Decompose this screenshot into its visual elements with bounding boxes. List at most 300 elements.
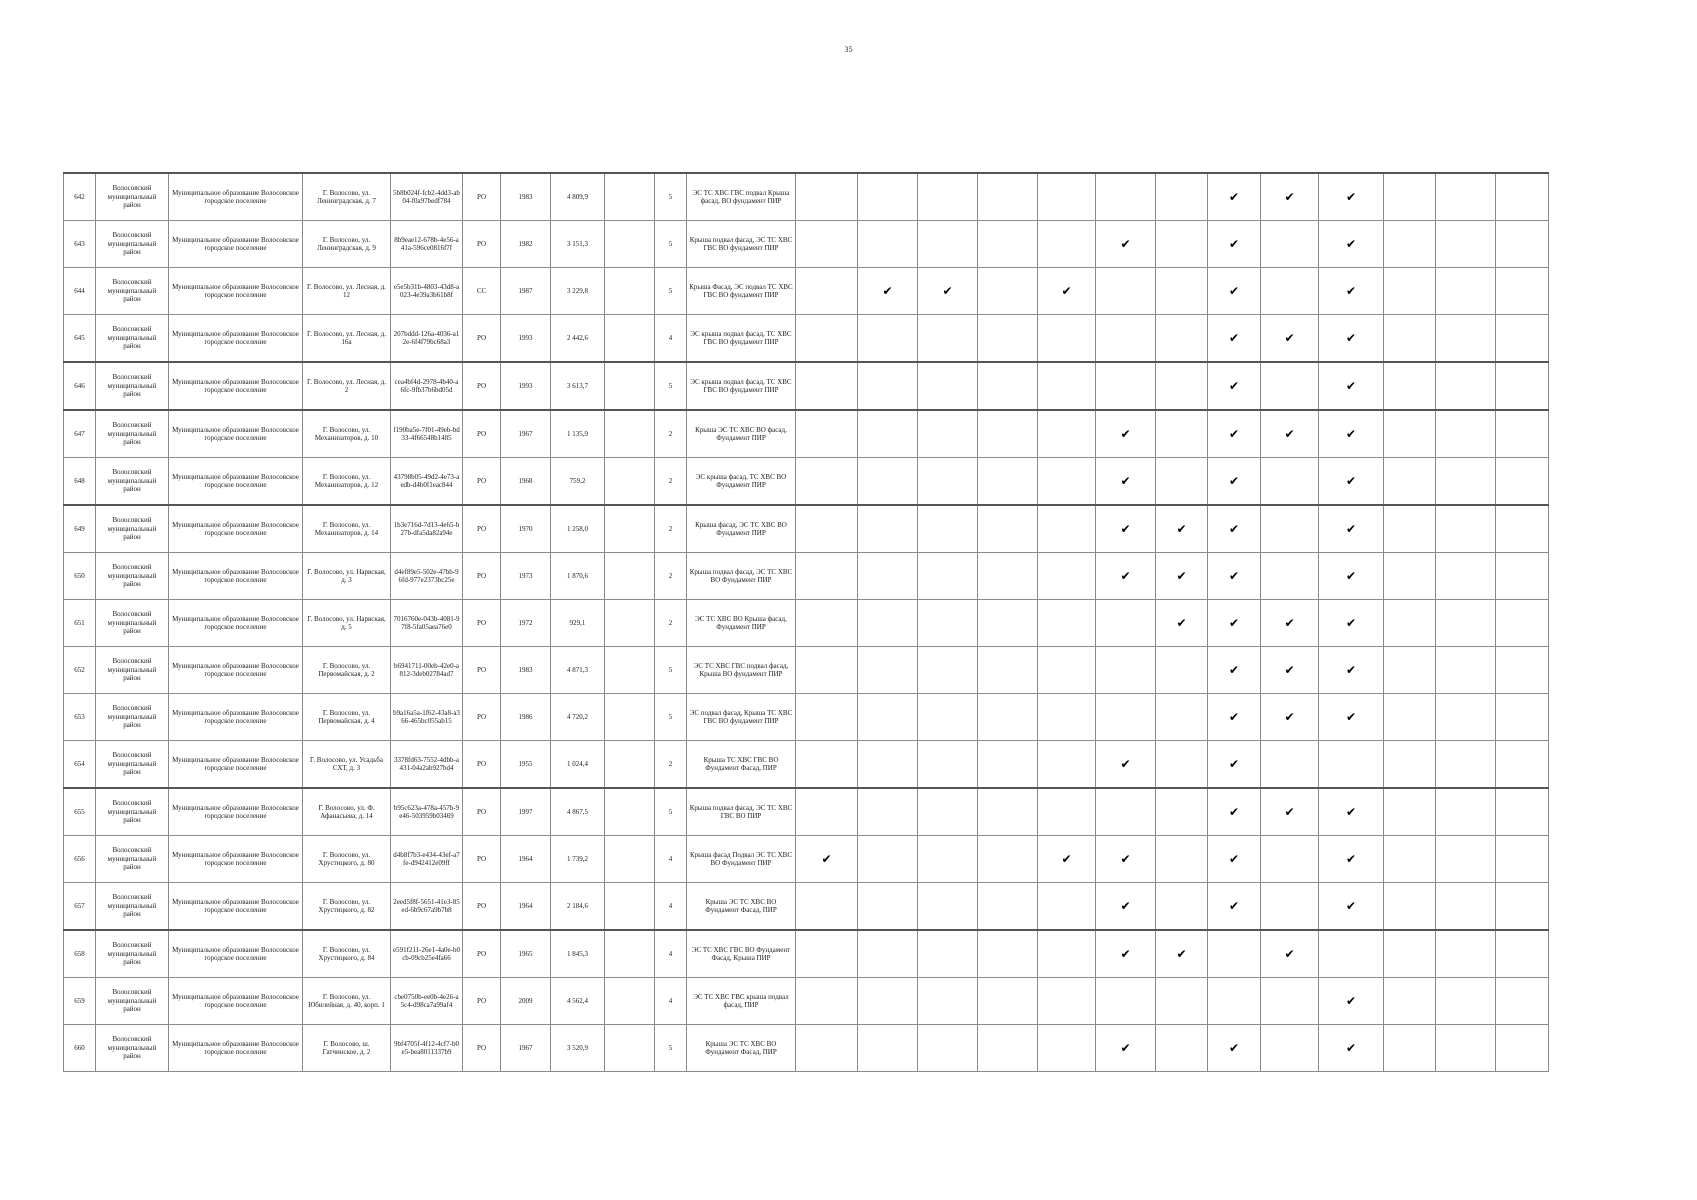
check-cell [1319,741,1384,789]
municipality-cell: Муниципальное образование Волосовское городское поселение [169,173,303,221]
checkmark-icon: ✔ [1345,283,1357,298]
check-cell [1156,221,1208,268]
check-cell [1384,505,1436,553]
type-cell: РО [463,694,501,741]
check-cell [796,458,858,506]
check-cell [1096,1025,1156,1072]
check-cell [1208,978,1261,1025]
check-cell [1261,221,1319,268]
check-cell [1384,978,1436,1025]
works-cell: ЭС ТС ХВС ГВС крыша подвал фасад, ПИР [687,978,796,1025]
check-cell [796,362,858,410]
check-cell [1038,978,1096,1025]
check-cell [858,458,918,506]
area-cell: 3 229,8 [551,268,605,315]
year-cell: 1983 [501,173,551,221]
check-cell [918,978,978,1025]
municipality-cell: Муниципальное образование Волосовское городское поселение [169,362,303,410]
works-cell: Крыша ТС ХВС ГВС ВО Фундамент Фасад, ПИР [687,741,796,789]
address-cell: Г. Волосово, ул. Механизаторов, д. 10 [303,410,391,458]
check-cell [1261,741,1319,789]
floors-cell: 2 [655,741,687,789]
table-row [64,553,1549,600]
type-cell: РО [463,221,501,268]
check-cell [1496,362,1549,410]
check-cell [1496,268,1549,315]
empty-cell [605,362,655,410]
municipality-cell: Муниципальное образование Волосовское городское поселение [169,600,303,647]
check-cell [1436,647,1496,694]
check-cell [1319,694,1384,741]
municipality-cell: Муниципальное образование Волосовское городское поселение [169,553,303,600]
address-cell: Г. Волосово, ул. Первомайская, д. 4 [303,694,391,741]
checkmark-icon: ✔ [1345,615,1357,630]
check-cell [1208,505,1261,553]
year-cell: 1968 [501,458,551,506]
check-cell [1384,836,1436,883]
check-cell [1436,410,1496,458]
floors-cell: 5 [655,268,687,315]
table-row [64,315,1549,363]
check-cell [796,315,858,363]
table-row [64,221,1549,268]
check-cell [1156,410,1208,458]
check-cell [1038,1025,1096,1072]
checkmark-icon: ✔ [942,283,953,298]
row-number: 651 [64,600,96,647]
house-code-cell: 3378fd63-7552-4dbb-a431-04a2ab927bd4 [391,741,463,789]
check-cell [1156,458,1208,506]
check-cell [1156,505,1208,553]
row-number: 657 [64,883,96,931]
check-cell [1208,836,1261,883]
registry-table-body [64,173,1549,1072]
floors-cell: 4 [655,930,687,978]
address-cell: Г. Волосово, ул. Нарвская, д. 3 [303,553,391,600]
table-row [64,173,1549,221]
check-cell [1208,173,1261,221]
check-cell [1436,978,1496,1025]
check-cell [858,836,918,883]
works-cell: ЭС ТС ХВС ГВС подвал фасад, Крыша ВО фундамент ПИР [687,647,796,694]
municipality-cell: Муниципальное образование Волосовское городское поселение [169,315,303,363]
check-cell [918,458,978,506]
checkmark-icon: ✔ [1345,330,1357,345]
floors-cell: 5 [655,788,687,836]
check-cell [1096,836,1156,883]
municipality-cell: Муниципальное образование Волосовское городское поселение [169,221,303,268]
check-cell [918,694,978,741]
check-cell [1319,883,1384,931]
checkmark-icon: ✔ [1228,378,1240,393]
house-code-cell: b6941711-00eb-42e0-a812-3deb02784ad7 [391,647,463,694]
check-cell [1208,788,1261,836]
check-cell [1156,978,1208,1025]
house-code-cell: 207bddd-126a-4036-a12e-6f4f79bc68a3 [391,315,463,363]
type-cell: РО [463,647,501,694]
check-cell [1096,883,1156,931]
check-cell [1436,505,1496,553]
district-cell: Волосовский муниципальный район [96,978,169,1025]
address-cell: Г. Волосово, ул. Юбилейная, д. 40, корп. 1 [303,978,391,1025]
checkmark-icon: ✔ [1228,1040,1240,1055]
checkmark-icon: ✔ [1176,521,1187,536]
check-cell [978,930,1038,978]
check-cell [1436,173,1496,221]
check-cell [1208,315,1261,363]
check-cell [1261,600,1319,647]
area-cell: 3 151,3 [551,221,605,268]
check-cell [1156,268,1208,315]
area-cell: 1 845,3 [551,930,605,978]
check-cell [978,458,1038,506]
address-cell: Г. Волосово, ул. Первомайская, д. 2 [303,647,391,694]
checkmark-icon: ✔ [1345,521,1357,536]
works-cell: Крыша подвал фасад, ЭС ТС ХВС ГВС ВО фундамент ПИР [687,221,796,268]
district-cell: Волосовский муниципальный район [96,930,169,978]
check-cell [796,694,858,741]
floors-cell: 2 [655,600,687,647]
floors-cell: 4 [655,978,687,1025]
empty-cell [605,173,655,221]
check-cell [1038,268,1096,315]
check-cell [796,741,858,789]
checkmark-icon: ✔ [1228,709,1240,724]
check-cell [1038,173,1096,221]
check-cell [1319,788,1384,836]
works-cell: ЭС ТС ХВС ГВС ВО Фундамент Фасад, Крыша ПИР [687,930,796,978]
check-cell [918,1025,978,1072]
check-cell [918,788,978,836]
check-cell [858,741,918,789]
area-cell: 2 184,6 [551,883,605,931]
check-cell [1496,1025,1549,1072]
check-cell [1038,553,1096,600]
check-cell [1038,362,1096,410]
municipality-cell: Муниципальное образование Волосовское городское поселение [169,694,303,741]
checkmark-icon: ✔ [1228,426,1240,441]
district-cell: Волосовский муниципальный район [96,836,169,883]
checkmark-icon: ✔ [1345,898,1357,913]
check-cell [1319,647,1384,694]
check-cell [858,268,918,315]
check-cell [1038,836,1096,883]
check-cell [796,410,858,458]
check-cell [858,1025,918,1072]
table-row [64,694,1549,741]
type-cell: РО [463,505,501,553]
check-cell [858,173,918,221]
table-row [64,647,1549,694]
year-cell: 1986 [501,694,551,741]
check-cell [918,741,978,789]
check-cell [1496,741,1549,789]
year-cell: 1982 [501,221,551,268]
area-cell: 1 135,9 [551,410,605,458]
address-cell: Г. Волосово, ул. Механизаторов, д. 14 [303,505,391,553]
row-number: 659 [64,978,96,1025]
check-cell [1261,978,1319,1025]
municipality-cell: Муниципальное образование Волосовское городское поселение [169,930,303,978]
check-cell [1496,600,1549,647]
checkmark-icon: ✔ [1345,1040,1357,1055]
check-cell [1319,268,1384,315]
check-cell [1261,410,1319,458]
district-cell: Волосовский муниципальный район [96,600,169,647]
table-row [64,268,1549,315]
house-code-cell: d4b8f7b3-e434-43ef-a7fe-d942412e09ff [391,836,463,883]
empty-cell [605,1025,655,1072]
check-cell [796,553,858,600]
district-cell: Волосовский муниципальный район [96,410,169,458]
check-cell [918,221,978,268]
empty-cell [605,458,655,506]
check-cell [918,553,978,600]
check-cell [1384,362,1436,410]
check-cell [1261,458,1319,506]
checkmark-icon: ✔ [1284,426,1295,441]
checkmark-icon: ✔ [1228,568,1240,583]
empty-cell [605,741,655,789]
check-cell [1096,741,1156,789]
check-cell [978,410,1038,458]
checkmark-icon: ✔ [1284,662,1295,677]
check-cell [978,600,1038,647]
check-cell [1436,930,1496,978]
check-cell [978,788,1038,836]
check-cell [1436,836,1496,883]
municipality-cell: Муниципальное образование Волосовское городское поселение [169,836,303,883]
check-cell [1436,694,1496,741]
house-code-cell: 43798b05-49d2-4e73-aedb-d4b0f1eac844 [391,458,463,506]
type-cell: РО [463,600,501,647]
area-cell: 759,2 [551,458,605,506]
check-cell [1156,788,1208,836]
check-cell [858,883,918,931]
check-cell [1156,741,1208,789]
check-cell [1261,836,1319,883]
municipality-cell: Муниципальное образование Волосовское городское поселение [169,268,303,315]
year-cell: 1965 [501,930,551,978]
checkmark-icon: ✔ [1345,189,1357,204]
house-code-cell: e5e5b31b-4803-43d8-a023-4e39a3b61b8f [391,268,463,315]
type-cell: РО [463,741,501,789]
check-cell [1096,694,1156,741]
check-cell [918,410,978,458]
check-cell [1384,553,1436,600]
checkmark-icon: ✔ [1284,189,1295,204]
district-cell: Волосовский муниципальный район [96,362,169,410]
check-cell [1208,362,1261,410]
row-number: 643 [64,221,96,268]
empty-cell [605,978,655,1025]
check-cell [1208,553,1261,600]
house-code-cell: f190ba5e-7f01-49eb-bd33-4f66548b1485 [391,410,463,458]
row-number: 655 [64,788,96,836]
house-code-cell: 8b9eae12-678b-4e56-a41a-596ce0816f7f [391,221,463,268]
works-cell: Крыша подвал фасад, ЭС ТС ХВС ВО Фундамент ПИР [687,553,796,600]
check-cell [858,647,918,694]
works-cell: Крыша ЭС ТС ХВС ВО Фундамент Фасад, ПИР [687,1025,796,1072]
check-cell [1096,410,1156,458]
checkmark-icon: ✔ [1228,756,1240,771]
checkmark-icon: ✔ [1120,898,1131,913]
floors-cell: 5 [655,221,687,268]
check-cell [858,694,918,741]
checkmark-icon: ✔ [1120,851,1131,866]
check-cell [1208,647,1261,694]
checkmark-icon: ✔ [1228,236,1240,251]
check-cell [1436,458,1496,506]
empty-cell [605,268,655,315]
house-code-cell: 9bf4705f-4f12-4cf7-b0e5-bea8011337b9 [391,1025,463,1072]
address-cell: Г. Волосово, ул. Лесная, д. 16а [303,315,391,363]
area-cell: 3 520,9 [551,1025,605,1072]
table-row [64,930,1549,978]
checkmark-icon: ✔ [882,283,893,298]
row-number: 656 [64,836,96,883]
works-cell: Крыша фасад, ЭС ТС ХВС ВО Фундамент ПИР [687,505,796,553]
check-cell [1261,362,1319,410]
year-cell: 1955 [501,741,551,789]
check-cell [1319,410,1384,458]
empty-cell [605,647,655,694]
type-cell: РО [463,930,501,978]
year-cell: 1972 [501,600,551,647]
check-cell [1261,315,1319,363]
area-cell: 929,1 [551,600,605,647]
page-number: 35 [844,45,853,54]
check-cell [1156,647,1208,694]
check-cell [978,221,1038,268]
check-cell [1096,647,1156,694]
check-cell [858,410,918,458]
check-cell [1261,1025,1319,1072]
check-cell [1038,315,1096,363]
works-cell: ЭС ТС ХВС ВО Крыша фасад, Фундамент ПИР [687,600,796,647]
check-cell [1319,505,1384,553]
district-cell: Волосовский муниципальный район [96,173,169,221]
checkmark-icon: ✔ [1228,898,1240,913]
check-cell [1038,741,1096,789]
table-row [64,600,1549,647]
check-cell [918,268,978,315]
address-cell: Г. Волосово, ул. Ф. Афанасьева, д. 14 [303,788,391,836]
check-cell [1384,315,1436,363]
checkmark-icon: ✔ [1345,709,1357,724]
check-cell [796,505,858,553]
check-cell [1156,694,1208,741]
district-cell: Волосовский муниципальный район [96,883,169,931]
district-cell: Волосовский муниципальный район [96,315,169,363]
check-cell [858,788,918,836]
check-cell [1384,788,1436,836]
check-cell [796,1025,858,1072]
check-cell [1038,647,1096,694]
check-cell [1496,221,1549,268]
checkmark-icon: ✔ [1176,568,1187,583]
check-cell [796,268,858,315]
check-cell [1096,788,1156,836]
municipality-cell: Муниципальное образование Волосовское городское поселение [169,1025,303,1072]
type-cell: РО [463,553,501,600]
check-cell [978,362,1038,410]
checkmark-icon: ✔ [1284,615,1295,630]
check-cell [1384,173,1436,221]
check-cell [1384,600,1436,647]
table-row [64,883,1549,931]
floors-cell: 2 [655,458,687,506]
check-cell [858,221,918,268]
house-code-cell: cbe0750b-ee0b-4e26-a5c4-d98ca7a99af4 [391,978,463,1025]
address-cell: Г. Волосово, ш. Гатчинское, д. 2 [303,1025,391,1072]
works-cell: ЭС подвал фасад, Крыша ТС ХВС ГВС ВО фундамент ПИР [687,694,796,741]
house-code-cell: 2eed5f8f-5651-41e3-85ed-6b9c67a9b7b8 [391,883,463,931]
check-cell [918,315,978,363]
check-cell [796,647,858,694]
type-cell: РО [463,788,501,836]
check-cell [1156,883,1208,931]
checkmark-icon: ✔ [1228,851,1240,866]
check-cell [1096,315,1156,363]
district-cell: Волосовский муниципальный район [96,694,169,741]
row-number: 653 [64,694,96,741]
checkmark-icon: ✔ [1120,236,1131,251]
check-cell [1319,1025,1384,1072]
works-cell: Крыша подвал фасад, ЭС ТС ХВС ГВС ВО ПИР [687,788,796,836]
floors-cell: 4 [655,836,687,883]
works-cell: Крыша ЭС ТС ХВС ВО фасад, Фундамент ПИР [687,410,796,458]
check-cell [1096,173,1156,221]
area-cell: 1 870,6 [551,553,605,600]
check-cell [1156,836,1208,883]
check-cell [1496,173,1549,221]
check-cell [1208,741,1261,789]
area-cell: 4 871,3 [551,647,605,694]
check-cell [1096,221,1156,268]
district-cell: Волосовский муниципальный район [96,647,169,694]
check-cell [918,505,978,553]
check-cell [1436,741,1496,789]
works-cell: ЭС крыша фасад, ТС ХВС ВО Фундамент ПИР [687,458,796,506]
table-row [64,458,1549,506]
check-cell [1384,741,1436,789]
empty-cell [605,221,655,268]
check-cell [1384,930,1436,978]
check-cell [796,173,858,221]
works-cell: ЭС ТС ХВС ГВС подвал Крыша фасад, ВО фундамент ПИР [687,173,796,221]
check-cell [1261,930,1319,978]
address-cell: Г. Волосово, ул. Усадьба СХТ, д. 3 [303,741,391,789]
check-cell [1496,553,1549,600]
table-row [64,836,1549,883]
check-cell [918,362,978,410]
type-cell: РО [463,362,501,410]
year-cell: 2009 [501,978,551,1025]
checkmark-icon: ✔ [1228,189,1240,204]
checkmark-icon: ✔ [1176,946,1187,961]
check-cell [1038,694,1096,741]
year-cell: 1987 [501,268,551,315]
district-cell: Волосовский муниципальный район [96,1025,169,1072]
empty-cell [605,505,655,553]
check-cell [1038,410,1096,458]
check-cell [1208,600,1261,647]
works-cell: Крыша фасад Подвал ЭС ТС ХВС ВО Фундамент ПИР [687,836,796,883]
year-cell: 1964 [501,883,551,931]
municipality-cell: Муниципальное образование Волосовское городское поселение [169,410,303,458]
checkmark-icon: ✔ [1120,521,1131,536]
